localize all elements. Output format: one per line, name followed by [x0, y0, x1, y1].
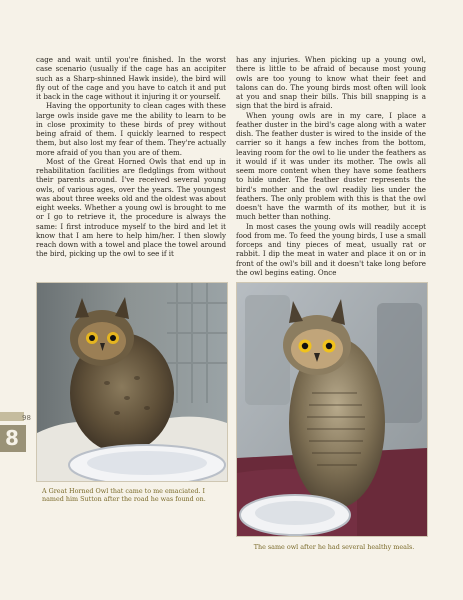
paragraph: In most cases the young owls will readily accept food from me. To feed the young birds, I use a small forceps and tiny pieces of meat, usually rat or rabbit. I dip the meat in water and place it on or in front of the owl's bill and it doesn't take long before the owl begins eating. Once: [236, 221, 426, 277]
chapter-number: 8: [5, 426, 19, 450]
photo-caption-right: The same owl after he had several healthy meals.: [253, 543, 415, 551]
paragraph: Having the opportunity to clean cages with these large owls inside gave me the ability to learn to be in close proximity to these birds of prey without being afraid of them. I quickly learned to respect them, but also lost my fear of them. They're actually more afraid of you than you are of them.: [36, 101, 226, 157]
page-number: 98: [22, 414, 31, 422]
owl-photo-emaciated: [36, 282, 228, 482]
photo-caption-left: A Great Horned Owl that came to me emaciated. I named him Sutton after the road he was found on.: [42, 487, 206, 504]
right-text-column: [236, 55, 426, 277]
owl-photo-healthy: [236, 282, 428, 537]
paragraph: Most of the Great Horned Owls that end up in rehabilitation facilities are fledglings from without their parents around. I've received several young owls, of various ages, over the years. The youngest was about three weeks old and the oldest was about eight weeks. Whether a young owl is brought to me or I go to retrieve it, the procedure is always the same: I first introduce myself to the bird and let it know that I am here to help him/her. I then slowly reach down with a towel and place the towel around the bird, picking up the owl to see if it: [36, 156, 226, 259]
paragraph: cage and wait until you're finished. In the worst case scenario (usually if the cage has an accipiter such as a Sharp-shinned Hawk inside), the bird will fly out of the cage and you have to catch it and put it back in the cage without it injuring it or yourself.: [36, 55, 226, 101]
paragraph: has any injuries. When picking up a young owl, there is little to be afraid of because most young owls are too young to know what their feet and talons can do. The young birds most often will look at you and snap their bills. This bill snapping is a sign that the bird is afraid.: [236, 55, 426, 111]
page-number-rule: [0, 412, 24, 421]
left-text-column: [36, 55, 226, 259]
paragraph: When young owls are in my care, I place a feather duster in the bird's cage along with a water dish. The feather duster is wired to the inside of the carrier so it hangs a few inches from the bottom, leaving room for the owl to lie under the feathers as it would if it was under its mother. The owls all seem more content when they have some feathers to hide under. The feather duster represents the bird's mother and the owl readily lies under the feathers. The only problem with this is that the owl doesn't have the warmth of its mother, but it is much better than nothing.: [236, 110, 426, 222]
chapter-tab: [0, 425, 26, 452]
